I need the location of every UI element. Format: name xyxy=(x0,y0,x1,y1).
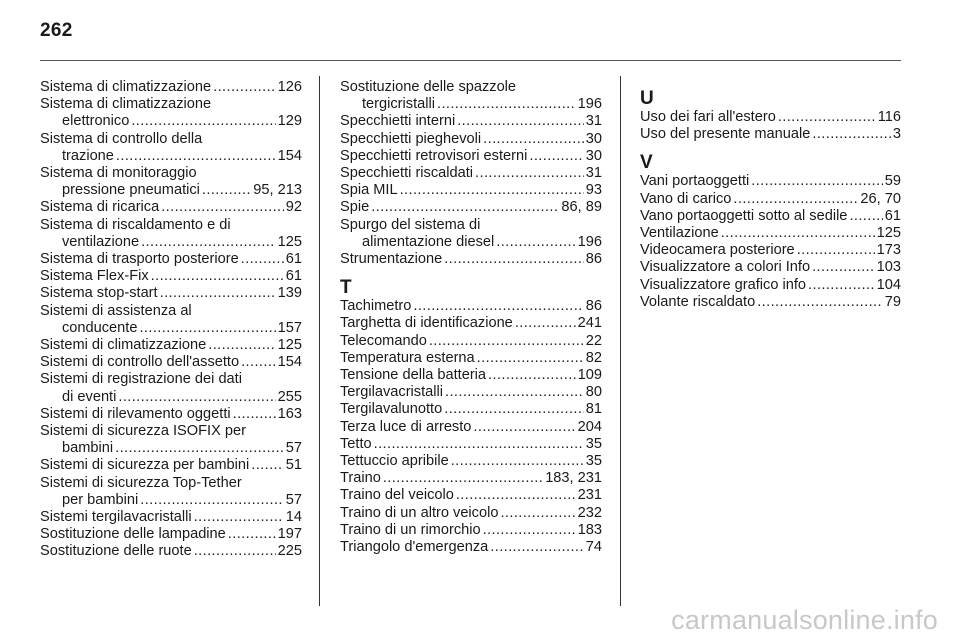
index-entry xyxy=(340,487,602,504)
index-entry-term: ventilazione xyxy=(62,233,140,250)
index-entry xyxy=(340,315,602,332)
index-entry-line xyxy=(40,457,302,474)
index-entry-term: Tettuccio apribile xyxy=(340,453,449,470)
index-entry xyxy=(340,217,602,251)
index-entry-page: 157 xyxy=(277,319,302,336)
index-entry-page: 35 xyxy=(585,435,602,452)
index-entry-page: 14 xyxy=(285,509,302,526)
watermark: carmanualsonline.info xyxy=(671,605,938,635)
index-entry xyxy=(340,79,602,113)
index-entry xyxy=(640,259,901,276)
index-entry-line xyxy=(340,199,602,216)
index-entry xyxy=(340,131,602,148)
index-entry xyxy=(340,401,602,418)
index-entry-page: 126 xyxy=(277,79,302,95)
index-entry-page: 154 xyxy=(277,147,302,164)
index-entry-page: 103 xyxy=(876,259,901,276)
index-entry xyxy=(340,384,602,401)
index-entry-term: Sistemi di rilevamento oggetti xyxy=(40,405,231,422)
dot-leader xyxy=(161,199,284,216)
index-entry xyxy=(40,543,302,560)
dot-leader xyxy=(241,354,276,371)
index-entry-page: 255 xyxy=(277,388,302,405)
index-entry-page: 129 xyxy=(277,113,302,130)
dot-leader xyxy=(194,509,284,526)
index-entry-page: 82 xyxy=(585,349,602,366)
index-entry xyxy=(640,109,901,126)
dot-leader xyxy=(751,173,883,190)
index-entry-term: Tachimetro xyxy=(340,298,412,315)
index-entry-term: Temperatura esterna xyxy=(340,349,475,366)
dot-leader xyxy=(445,384,584,401)
dot-leader xyxy=(374,436,584,453)
index-entry-term: elettronico xyxy=(62,113,130,130)
index-entry-page: 95, 213 xyxy=(253,182,302,199)
index-entry-term: tergicristalli xyxy=(362,96,435,113)
dot-leader xyxy=(228,526,276,543)
index-entry-term: Sistema Flex-Fix xyxy=(40,268,149,285)
index-entry-line xyxy=(340,113,602,130)
index-entry-line xyxy=(40,354,302,371)
dot-leader xyxy=(529,148,583,165)
index-entry-page: 86 xyxy=(585,251,602,268)
index-entry-line xyxy=(340,505,602,522)
index-entry-heading: Sistemi di sicurezza ISOFIX per xyxy=(40,423,246,440)
index-entry xyxy=(40,526,302,543)
index-entry-line xyxy=(640,173,901,190)
index-entry xyxy=(40,303,302,337)
index-entry-term: Sostituzione delle lampadine xyxy=(40,526,226,543)
dot-leader xyxy=(444,401,584,418)
dot-leader xyxy=(500,505,575,522)
index-entry-term: Sistemi di controllo dell'assetto xyxy=(40,354,240,371)
dot-leader xyxy=(371,199,559,216)
dot-leader xyxy=(429,333,584,350)
dot-leader xyxy=(141,234,276,251)
index-entry-line xyxy=(340,436,602,453)
index-entry-line xyxy=(340,251,602,268)
index-entry xyxy=(340,199,602,216)
index-entry-page: 104 xyxy=(876,276,901,293)
index-entry-line xyxy=(640,109,901,126)
index-entry xyxy=(40,251,302,268)
index-entry-page: 51 xyxy=(285,457,302,474)
index-column-2 xyxy=(340,79,602,556)
dot-leader xyxy=(241,251,284,268)
index-entry-term: Sistemi di climatizzazione xyxy=(40,337,207,354)
index-entry-line xyxy=(340,165,602,182)
index-column-3 xyxy=(640,79,901,311)
index-entry-term: Telecomando xyxy=(340,332,427,349)
index-entry-line xyxy=(340,298,602,315)
index-entry xyxy=(40,79,302,96)
index-entry-heading: Sistema di climatizzazione xyxy=(40,96,212,113)
index-entry-term: Specchietti interni xyxy=(340,113,456,130)
dot-leader xyxy=(456,487,576,504)
dot-leader xyxy=(118,389,275,406)
index-entry-page: 196 xyxy=(577,233,602,250)
index-entry-page: 125 xyxy=(277,233,302,250)
index-entry xyxy=(40,165,302,199)
index-entry-term: per bambini xyxy=(62,491,139,508)
index-entry xyxy=(640,225,901,242)
index-entry xyxy=(40,268,302,285)
index-entry-page: 80 xyxy=(585,384,602,401)
index-entry-page: 92 xyxy=(285,199,302,216)
index-entry-line xyxy=(340,333,602,350)
index-entry-term: Strumentazione xyxy=(340,251,443,268)
index-entry xyxy=(40,475,302,509)
column-divider xyxy=(319,76,320,606)
index-entry xyxy=(340,539,602,556)
dot-leader xyxy=(812,126,891,143)
index-entry-term: Tergilavacristalli xyxy=(340,384,443,401)
dot-leader xyxy=(139,320,275,337)
index-entry-line xyxy=(40,492,302,509)
dot-leader xyxy=(721,225,875,242)
index-entry-page: 241 xyxy=(577,315,602,332)
index-entry-page: 232 xyxy=(577,504,602,521)
header-rule xyxy=(40,60,901,61)
index-entry-term: Targhetta di identificazione xyxy=(340,315,513,332)
dot-leader xyxy=(473,419,575,436)
index-entry-line xyxy=(40,389,302,406)
dot-leader xyxy=(797,242,875,259)
index-entry-line xyxy=(340,148,602,165)
index-entry xyxy=(340,298,602,315)
index-entry-term: Spie xyxy=(340,199,370,216)
index-entry-line xyxy=(340,401,602,418)
index-entry-page: 196 xyxy=(577,96,602,113)
index-entry-page: 197 xyxy=(277,526,302,543)
index-entry xyxy=(640,126,901,143)
index-entry-heading: Sistemi di sicurezza Top-Tether xyxy=(40,474,242,491)
index-entry xyxy=(340,350,602,367)
index-entry-heading: Sistema di riscaldamento e di xyxy=(40,216,231,233)
index-entry-term: Traino xyxy=(340,470,381,487)
dot-leader xyxy=(116,148,276,165)
index-entry xyxy=(340,182,602,199)
index-entry-page: 61 xyxy=(285,251,302,268)
index-entry-page: 59 xyxy=(884,173,901,190)
index-entry-heading: Sistema di controllo della xyxy=(40,130,203,147)
index-entry-term: Visualizzatore grafico info xyxy=(640,276,807,293)
index-entry xyxy=(40,217,302,251)
index-entry xyxy=(340,453,602,470)
dot-leader xyxy=(757,294,883,311)
index-entry-page: 109 xyxy=(577,367,602,384)
index-entry-term: Tetto xyxy=(340,435,372,452)
dot-leader xyxy=(477,350,584,367)
index-entry-line xyxy=(40,406,302,423)
dot-leader xyxy=(437,96,576,113)
index-entry-page: 86 xyxy=(585,298,602,315)
index-entry-term: Specchietti riscaldati xyxy=(340,165,474,182)
index-entry xyxy=(640,173,901,190)
index-entry-line xyxy=(340,470,602,487)
index-entry xyxy=(40,423,302,457)
column-divider xyxy=(620,76,621,606)
index-entry xyxy=(340,505,602,522)
index-entry-line xyxy=(40,543,302,560)
index-entry xyxy=(640,208,901,225)
dot-leader xyxy=(233,406,276,423)
index-entry-term: Visualizzatore a colori Info xyxy=(640,259,811,276)
index-entry-term: Vano di carico xyxy=(640,190,732,207)
index-entry-page: 61 xyxy=(285,268,302,285)
index-entry-heading: Spurgo del sistema di xyxy=(340,216,481,233)
index-entry-page: 30 xyxy=(585,130,602,147)
index-entry-page: 163 xyxy=(277,405,302,422)
index-entry-term: Sistemi di sicurezza per bambini xyxy=(40,457,250,474)
index-entry xyxy=(40,457,302,474)
dot-leader xyxy=(849,208,882,225)
index-entry-line xyxy=(640,225,901,242)
index-entry-term: bambini xyxy=(62,440,114,457)
index-entry-heading: Sistemi di assistenza al xyxy=(40,302,192,319)
index-entry xyxy=(340,419,602,436)
dot-leader xyxy=(151,268,284,285)
index-entry-term: Tergilavalunotto xyxy=(340,401,443,418)
dot-leader xyxy=(490,539,583,556)
dot-leader xyxy=(733,191,858,208)
index-entry-line xyxy=(40,337,302,354)
index-entry-page: 86, 89 xyxy=(561,199,602,216)
index-entry-term: Sistemi tergilavacristalli xyxy=(40,509,192,526)
index-entry-term: Volante riscaldato xyxy=(640,293,756,310)
dot-leader xyxy=(251,457,284,474)
dot-leader xyxy=(400,182,584,199)
index-entry-term: di eventi xyxy=(62,388,117,405)
index-entry-line xyxy=(640,294,901,311)
index-entry-page: 57 xyxy=(285,440,302,457)
dot-leader xyxy=(457,113,584,130)
index-entry-line xyxy=(340,539,602,556)
index-entry-term: Sistema di ricarica xyxy=(40,199,160,216)
index-entry-page: 30 xyxy=(585,147,602,164)
dot-leader xyxy=(475,165,584,182)
index-entry xyxy=(40,406,302,423)
index-entry-page: 26, 70 xyxy=(860,190,901,207)
dot-leader xyxy=(812,259,875,276)
index-entry-line xyxy=(40,234,302,251)
index-entry-line xyxy=(40,526,302,543)
dot-leader xyxy=(202,182,251,199)
dot-leader xyxy=(131,113,275,130)
dot-leader xyxy=(515,315,576,332)
index-entry-term: Traino di un altro veicolo xyxy=(340,504,499,521)
index-entry-heading: Sostituzione delle spazzole xyxy=(340,79,517,95)
dot-leader xyxy=(413,298,583,315)
index-column-1 xyxy=(40,79,302,561)
index-entry-term: Uso dei fari all'estero xyxy=(640,109,776,125)
dot-leader xyxy=(483,131,584,148)
index-entry-term: Tensione della batteria xyxy=(340,367,487,384)
dot-leader xyxy=(483,522,576,539)
index-entry-line xyxy=(40,113,302,130)
index-entry-page: 231 xyxy=(577,487,602,504)
index-entry-line xyxy=(340,182,602,199)
dot-leader xyxy=(496,234,575,251)
index-entry xyxy=(640,191,901,208)
index-entry xyxy=(640,277,901,294)
index-entry-page: 61 xyxy=(884,207,901,224)
index-entry-page: 116 xyxy=(877,109,901,125)
index-entry-heading: Sistema di monitoraggio xyxy=(40,165,197,182)
index-entry-term: Vano portaoggetti sotto al sedile xyxy=(640,207,848,224)
index-entry-term: Uso del presente manuale xyxy=(640,126,811,143)
index-entry-line xyxy=(340,234,602,251)
index-entry-line xyxy=(640,277,901,294)
index-entry-term: Specchietti retrovisori esterni xyxy=(340,147,528,164)
index-entry-line xyxy=(40,268,302,285)
dot-leader xyxy=(213,79,276,96)
index-entry-line xyxy=(340,384,602,401)
index-entry-line xyxy=(340,453,602,470)
index-entry-heading: Sistemi di registrazione dei dati xyxy=(40,371,242,388)
index-entry-term: Terza luce di arresto xyxy=(340,418,472,435)
index-entry-term: pressione pneumatici xyxy=(62,182,200,199)
index-entry-line xyxy=(340,350,602,367)
index-entry-line xyxy=(40,251,302,268)
index-entry-term: Vani portaoggetti xyxy=(640,173,750,190)
index-entry-page: 35 xyxy=(585,453,602,470)
dot-leader xyxy=(451,453,584,470)
index-entry-page: 57 xyxy=(285,491,302,508)
index-entry-page: 31 xyxy=(585,165,602,182)
index-entry xyxy=(340,436,602,453)
dot-leader xyxy=(208,337,275,354)
dot-leader xyxy=(808,277,875,294)
index-entry-page: 183, 231 xyxy=(545,470,602,487)
index-entry-line xyxy=(340,522,602,539)
index-entry-line xyxy=(40,199,302,216)
section-letter: T xyxy=(340,277,352,299)
index-entry xyxy=(640,294,901,311)
index-entry-line xyxy=(40,440,302,457)
index-entry-line xyxy=(340,315,602,332)
index-entry-page: 74 xyxy=(585,539,602,556)
index-entry xyxy=(340,165,602,182)
index-entry-term: alimentazione diesel xyxy=(362,233,495,250)
index-entry-line xyxy=(40,285,302,302)
index-entry-line xyxy=(340,96,602,113)
index-entry-term: Sistema di climatizzazione xyxy=(40,79,212,95)
index-entry-line xyxy=(640,126,901,143)
index-entry-line xyxy=(340,419,602,436)
index-entry-page: 93 xyxy=(585,182,602,199)
index-entry-line xyxy=(640,242,901,259)
index-entry-page: 81 xyxy=(585,401,602,418)
index-entry-line xyxy=(640,259,901,276)
dot-leader xyxy=(383,470,543,487)
index-entry-term: Traino di un rimorchio xyxy=(340,521,481,538)
index-entry-page: 139 xyxy=(277,285,302,302)
dot-leader xyxy=(488,367,576,384)
index-entry-term: Spia MIL xyxy=(340,182,398,199)
index-entry-term: Sistema stop-start xyxy=(40,285,158,302)
index-entry-page: 183 xyxy=(577,521,602,538)
index-entry-page: 204 xyxy=(577,418,602,435)
index-entry-line xyxy=(40,509,302,526)
index-entry xyxy=(340,148,602,165)
dot-leader xyxy=(160,285,276,302)
index-entry xyxy=(40,285,302,302)
index-entry-term: Sistema di trasporto posteriore xyxy=(40,251,239,268)
section-letter: U xyxy=(640,88,654,109)
index-entry-line xyxy=(40,148,302,165)
index-entry xyxy=(340,367,602,384)
index-entry-line xyxy=(40,182,302,199)
index-entry-term: trazione xyxy=(62,147,114,164)
index-entry-line xyxy=(340,367,602,384)
index-entry-term: Sostituzione delle ruote xyxy=(40,543,192,560)
index-entry-page: 173 xyxy=(876,242,901,259)
dot-leader xyxy=(140,492,284,509)
index-entry xyxy=(340,113,602,130)
index-entry xyxy=(340,251,602,268)
index-entry-term: Specchietti pieghevoli xyxy=(340,130,482,147)
index-entry-term: Triangolo d'emergenza xyxy=(340,539,489,556)
index-entry xyxy=(40,131,302,165)
index-entry-term: Ventilazione xyxy=(640,225,719,242)
index-entry-page: 225 xyxy=(277,543,302,560)
index-entry-line xyxy=(640,208,901,225)
index-entry xyxy=(40,199,302,216)
index-entry-page: 22 xyxy=(585,332,602,349)
index-entry-line xyxy=(640,191,901,208)
section-letter: V xyxy=(640,152,653,174)
index-entry-term: Traino del veicolo xyxy=(340,487,454,504)
index-entry-page: 79 xyxy=(884,293,901,310)
dot-leader xyxy=(194,543,276,560)
index-entry xyxy=(340,522,602,539)
index-entry-term: Videocamera posteriore xyxy=(640,242,795,259)
page-number: 262 xyxy=(40,20,73,41)
index-entry-line xyxy=(340,131,602,148)
index-entry xyxy=(340,333,602,350)
index-entry-page: 154 xyxy=(277,354,302,371)
index-entry-page: 3 xyxy=(892,126,901,143)
index-entry-page: 125 xyxy=(876,225,901,242)
index-entry-line xyxy=(40,320,302,337)
dot-leader xyxy=(115,440,284,457)
index-entry xyxy=(40,96,302,130)
index-entry-page: 31 xyxy=(585,113,602,130)
index-entry xyxy=(640,242,901,259)
index-entry-term: conducente xyxy=(62,319,138,336)
dot-leader xyxy=(778,109,876,126)
index-entry xyxy=(40,354,302,371)
index-entry xyxy=(340,470,602,487)
index-entry-line xyxy=(340,487,602,504)
index-entry-page: 125 xyxy=(277,337,302,354)
index-entry-line xyxy=(40,79,302,96)
index-entry xyxy=(40,509,302,526)
index-entry xyxy=(40,337,302,354)
dot-leader xyxy=(444,251,584,268)
index-entry xyxy=(40,371,302,405)
